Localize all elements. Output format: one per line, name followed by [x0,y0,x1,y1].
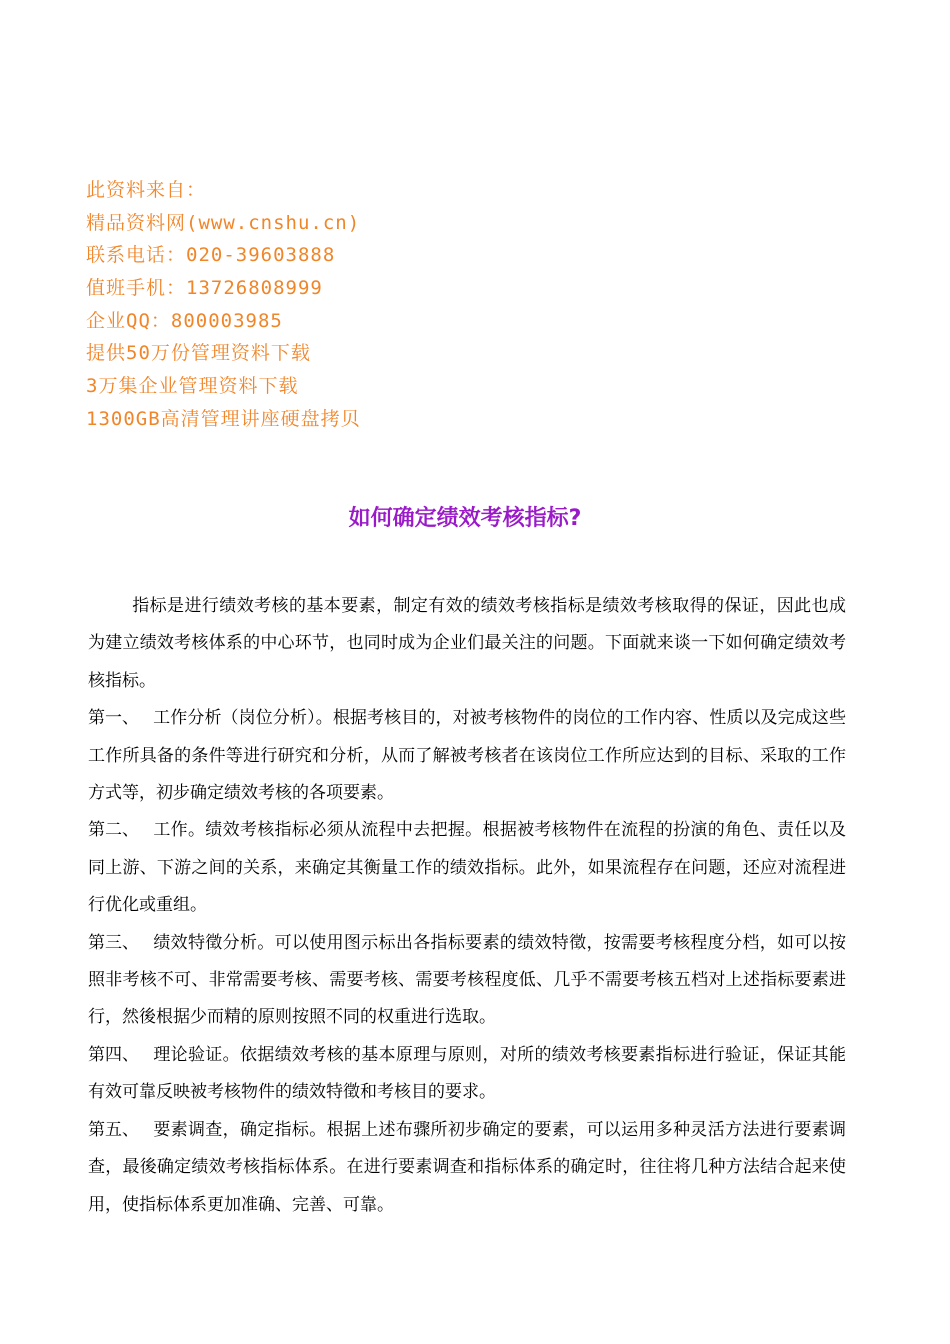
source-line-qq: 企业QQ：800003985 [86,309,283,332]
step-paragraph-4 [88,1037,846,1112]
step-text-5: 要素调查，确定指标。根据上述布骤所初步确定的要素，可以运用多种灵活方法进行要素调查，最後确定绩效考核指标体系。在进行要素调查和指标体系的确定时，往往将几种方法结合起来使用，使指标体系更加准确、完善、可靠。 [88,1119,846,1215]
document-body [88,588,846,1224]
step-text-4: 理论验证。依据绩效考核的基本原理与原则，对所的绩效考核要素指标进行验证，保证其能有效可靠反映被考核物件的绩效特徵和考核目的要求。 [88,1044,846,1103]
step-text-3: 绩效特徵分析。可以使用图示标出各指标要素的绩效特徵，按需要考核程度分档，如可以按照非考核不可、非常需要考核、需要考核、需要考核程度低、几乎不需要考核五档对上述指标要素进行，然後根据少而精的原则按照不同的权重进行选取。 [88,932,846,1028]
step-label-1: 第一、 [88,708,139,729]
step-text-1: 工作分析（岗位分析）。根据考核目的，对被考核物件的岗位的工作内容、性质以及完成这些工作所具备的条件等进行研究和分析，从而了解被考核者在该岗位工作所应达到的目标、采取的工作方式等，初步确定绩效考核的各项要素。 [88,708,846,804]
step-label-4: 第四、 [88,1044,139,1065]
step-text-2: 工作。绩效考核指标必须从流程中去把握。根据被考核物件在流程的扮演的角色、责任以及同上游、下游之间的关系，来确定其衡量工作的绩效指标。此外，如果流程存在问题，还应对流程进行优化或重组。 [88,820,846,916]
step-paragraph-3 [88,925,846,1037]
source-line-offer-2: 3万集企业管理资料下载 [86,375,299,398]
source-line-offer-1: 提供50万份管理资料下载 [86,342,311,365]
step-paragraph-2 [88,812,846,924]
step-paragraph-1 [88,700,846,812]
step-label-5: 第五、 [88,1119,139,1140]
step-label-2: 第二、 [88,820,139,841]
source-line-header: 此资料来自： [86,179,207,201]
source-info-block [86,174,586,436]
source-line-website: 精品资料网(www.cnshu.cn) [86,211,361,234]
source-line-phone: 联系电话：020-39603888 [86,244,336,267]
source-line-offer-3: 1300GB高清管理讲座硬盘拷贝 [86,407,361,430]
source-line-mobile: 值班手机：13726808999 [86,277,323,300]
step-paragraph-5 [88,1112,846,1224]
document-title: 如何确定绩效考核指标? [348,506,582,531]
step-label-3: 第三、 [88,932,139,953]
intro-paragraph: 指标是进行绩效考核的基本要素，制定有效的绩效考核指标是绩效考核取得的保证，因此也成为建立绩效考核体系的中心环节，也同时成为企业们最关注的问题。下面就来谈一下如何确定绩效考核指标。 [88,596,846,691]
